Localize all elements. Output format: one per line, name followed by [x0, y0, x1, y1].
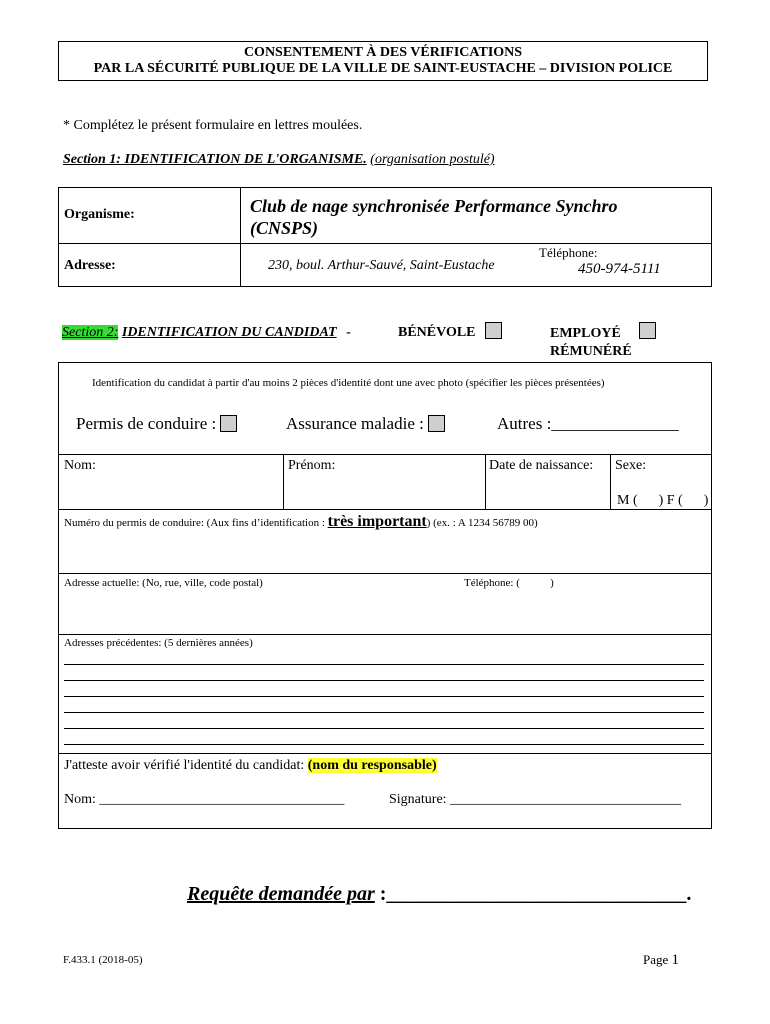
section2-label: Section 2: [62, 325, 119, 340]
section1-subtitle: (organisation postulé) [370, 152, 495, 167]
adresse-value: 230, boul. Arthur-Sauvé, Saint-Eustache [268, 258, 495, 273]
benevole-label: BÉNÉVOLE [398, 325, 476, 340]
form-code: F.433.1 (2018-05) [63, 954, 143, 966]
form-title-line1: CONSENTEMENT À DES VÉRIFICATIONS [243, 45, 523, 60]
sexe-label: Sexe: [615, 458, 647, 473]
section1-title: Section 1: IDENTIFICATION DE L'ORGANISME. [63, 152, 367, 167]
benevole-option [398, 325, 502, 341]
form-title-line2: PAR LA SÉCURITÉ PUBLIQUE DE LA VILLE DE SAINT-EUSTACHE – DIVISION POLICE [93, 61, 673, 76]
date-naissance-field[interactable]: Date de naissance: [489, 458, 594, 473]
permis-checkbox[interactable] [220, 415, 237, 432]
permis-numero-field[interactable] [64, 513, 538, 531]
permis-numero-label: Numéro du permis de conduire: (Aux fins d’identification : [64, 517, 325, 529]
name-row-top-line [58, 454, 712, 455]
adresse-precedente-line[interactable] [64, 680, 704, 681]
adresse-precedente-line[interactable] [64, 664, 704, 665]
adresses-precedentes-label: Adresses précédentes: (5 dernières années) [64, 637, 253, 649]
attestation-label: J'atteste avoir vérifié l'identité du candidat: [64, 758, 305, 773]
adresse-precedente-line[interactable] [64, 712, 704, 713]
nom-field[interactable]: Nom: [64, 458, 96, 473]
attestation-signature-field[interactable]: Signature: _________________________________ [389, 792, 682, 807]
section2-title: IDENTIFICATION DU CANDIDAT [121, 325, 337, 340]
assurance-checkbox[interactable] [428, 415, 445, 432]
date-sexe-divider [610, 454, 611, 509]
section2-dash: - [346, 325, 351, 340]
requete-label: Requête demandée par [187, 883, 375, 905]
requete-line [187, 883, 691, 906]
organisme-label: Organisme: [64, 207, 135, 222]
requete-blank[interactable]: :______________________________. [379, 883, 692, 905]
autres-field[interactable]: Autres :_______________ [497, 414, 679, 433]
adresse-precedente-line[interactable] [64, 728, 704, 729]
adresse-row-top-line [58, 573, 712, 574]
section1-heading [63, 152, 495, 168]
section1-column-divider [240, 187, 241, 287]
page-indicator [643, 952, 679, 969]
permis-row-top-line [58, 509, 712, 510]
sexe-options[interactable]: M ( ) F ( ) [617, 493, 709, 508]
form-title-box [58, 41, 708, 81]
telephone-value: 450-974-5111 [578, 261, 661, 277]
organisme-value-line1: Club de nage synchronisée Performance Synchro [250, 196, 618, 216]
permis-label: Permis de conduire : [76, 414, 217, 433]
organisme-value-line2: (CNSPS) [250, 218, 319, 238]
permis-option [76, 414, 237, 434]
page-label: Page [643, 952, 669, 967]
attestation-top-line [58, 753, 712, 754]
section1-divider [58, 243, 712, 244]
employe-checkbox[interactable] [639, 322, 656, 339]
adresse-precedente-line[interactable] [64, 696, 704, 697]
telephone-label: Téléphone: [539, 245, 598, 260]
permis-numero-example: ) (ex. : A 1234 56789 00) [426, 517, 538, 529]
adresses-precedentes-top-line [58, 634, 712, 635]
adresse-actuelle-field[interactable]: Adresse actuelle: (No, rue, ville, code postal) [64, 577, 263, 589]
permis-numero-important: très important [327, 513, 427, 530]
attestation-text [64, 758, 437, 774]
employe-option [550, 325, 632, 361]
page-number: 1 [671, 952, 680, 968]
telephone-field[interactable]: Téléphone: ( ) [464, 577, 554, 589]
adresse-precedente-line[interactable] [64, 744, 704, 745]
prenom-date-divider [485, 454, 486, 509]
attestation-highlight: (nom du responsable) [307, 758, 437, 773]
instruction-text: * Complétez le présent formulaire en lettres moulées. [63, 118, 363, 133]
identification-intro: Identification du candidat à partir d'au moins 2 pièces d'identité dont une avec photo (spécifier les pièces présentées) [92, 377, 605, 389]
section2-heading [62, 325, 351, 341]
name-prenom-divider [283, 454, 284, 509]
adresse-label: Adresse: [64, 258, 116, 273]
employe-label-line2: RÉMUNÉRÉ [550, 344, 632, 359]
assurance-option [286, 414, 445, 434]
prenom-field[interactable]: Prénom: [288, 458, 336, 473]
benevole-checkbox[interactable] [485, 322, 502, 339]
assurance-label: Assurance maladie : [286, 414, 424, 433]
organisme-value [250, 195, 618, 239]
attestation-nom-field[interactable]: Nom: ___________________________________ [64, 792, 345, 807]
employe-label-line1: EMPLOYÉ [550, 326, 621, 341]
